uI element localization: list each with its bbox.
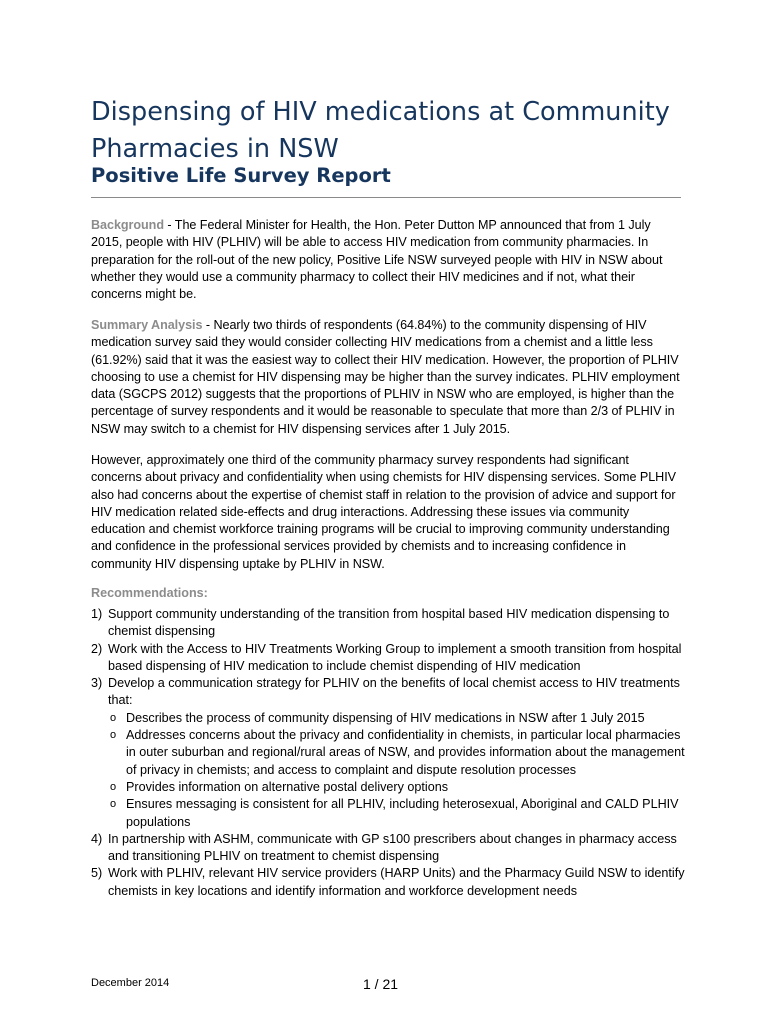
footer-date: December 2014 bbox=[91, 977, 170, 989]
sublist-text: Addresses concerns about the privacy and confidentiality in chemists, in particular local pharmacies in outer suburban and regional/rural areas of NSW, and provides information about the management of privacy in chemists; and access to complaint and dispute resolution processes bbox=[126, 728, 685, 777]
recommendation-sublist bbox=[108, 710, 691, 831]
recommendation-item bbox=[91, 831, 691, 866]
recommendation-item bbox=[91, 641, 691, 676]
recommendation-item bbox=[91, 865, 691, 900]
sublist-item bbox=[108, 727, 691, 779]
document-title: Dispensing of HIV medications at Community Pharmacies in NSW bbox=[91, 97, 670, 164]
recommendation-item bbox=[91, 606, 691, 641]
sublist-text: Describes the process of community dispensing of HIV medications in NSW after 1 July 2015 bbox=[126, 710, 645, 725]
bullet-icon: o bbox=[110, 780, 117, 793]
recommendation-text: Support community understanding of the transition from hospital based HIV medication dispensing to chemist dispensing bbox=[108, 607, 670, 639]
page-number: 1 / 21 bbox=[363, 976, 399, 992]
bullet-icon: o bbox=[110, 729, 117, 742]
recommendation-number: 2) bbox=[91, 641, 103, 656]
bullet-icon: o bbox=[110, 798, 117, 811]
sublist-item bbox=[108, 779, 691, 796]
sublist-text: Ensures messaging is consistent for all PLHIV, including heterosexual, Aboriginal and CALD PLHIV populations bbox=[126, 797, 679, 829]
recommendation-number: 1) bbox=[91, 607, 103, 621]
document-subtitle: Positive Life Survey Report bbox=[91, 164, 391, 187]
title-divider bbox=[91, 197, 681, 198]
recommendation-text: Work with the Access to HIV Treatments Working Group to implement a smooth transition from hospital based dispensing of HIV medication to include chemist dispending of HIV medication bbox=[108, 641, 682, 673]
recommendation-number: 5) bbox=[91, 866, 103, 881]
concerns-paragraph: However, approximately one third of the community pharmacy survey respondents had significant concerns about privacy and confidentiality when using chemists for HIV dispensing services. Some PLHIV also had concerns about the expertise of chemist staff in relation to the provision of advice and support for HIV medication related side-effects and drug interactions. Addressing these issues via community education and chemist workforce training programs will be crucial to improving community understanding and confidence in the professional services provided by chemists and to increasing confidence in community HIV dispensing uptake by PLHIV in NSW. bbox=[91, 453, 676, 571]
sublist-item bbox=[108, 796, 691, 831]
background-lead: Background bbox=[91, 218, 164, 232]
recommendation-item bbox=[91, 675, 691, 831]
recommendations-list bbox=[91, 606, 691, 900]
summary-text: - Nearly two thirds of respondents (64.84%) to the community dispensing of HIV medication survey said they would consider collecting HIV medications from a chemist and a little less (61.92%) said that it was the easiest way to collect their HIV medication. However, the proportion of PLHIV choosing to use a chemist for HIV dispensing may be higher than the survey indicates. PLHIV employment data (SGCPS 2012) suggests that the proportions of PLHIV in NSW who are employed, is higher than the percentage of survey respondents and it would be reasonable to speculate that more than 2/3 of PLHIV in NSW may switch to a chemist for HIV dispensing services after 1 July 2015. bbox=[91, 318, 680, 436]
sublist-text: Provides information on alternative postal delivery options bbox=[126, 779, 449, 794]
background-text: - The Federal Minister for Health, the Hon. Peter Dutton MP announced that from 1 July 2015, people with HIV (PLHIV) will be able to access HIV medication from community pharmacies. In preparation for the roll-out of the new policy, Positive Life NSW surveyed people with HIV in NSW about whether they would use a community pharmacy to collect their HIV medicines and if not, what their concerns might be. bbox=[91, 218, 663, 302]
recommendation-number: 3) bbox=[91, 676, 103, 691]
background-paragraph bbox=[91, 217, 681, 303]
recommendations-heading: Recommendations: bbox=[91, 586, 208, 600]
recommendation-text: Develop a communication strategy for PLHIV on the benefits of local chemist access to HIV treatments that: bbox=[108, 676, 680, 708]
recommendation-text: Work with PLHIV, relevant HIV service providers (HARP Units) and the Pharmacy Guild NSW to identify chemists in key locations and identify information and workforce development needs bbox=[108, 866, 685, 898]
bullet-icon: o bbox=[110, 711, 117, 724]
sublist-item bbox=[108, 710, 691, 727]
summary-paragraph bbox=[91, 317, 681, 438]
summary-lead: Summary Analysis bbox=[91, 318, 203, 332]
recommendation-number: 4) bbox=[91, 831, 103, 846]
recommendation-text: In partnership with ASHM, communicate with GP s100 prescribers about changes in pharmacy access and transitioning PLHIV on treatment to chemist dispensing bbox=[108, 831, 677, 864]
